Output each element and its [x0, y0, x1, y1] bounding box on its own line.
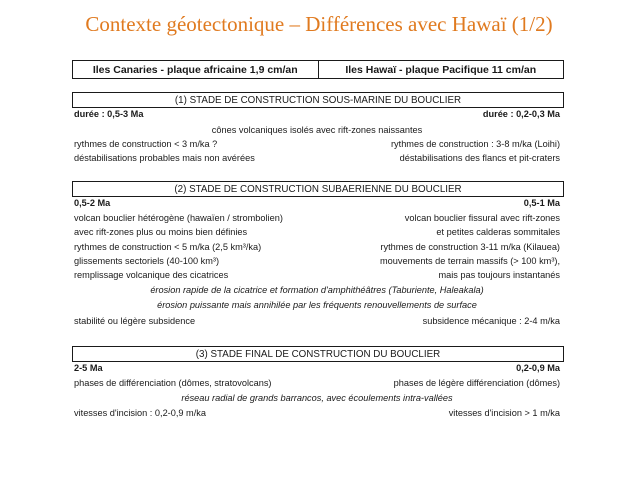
stage2-right-line-2: et petites calderas sommitales: [436, 227, 560, 237]
stage2-left-line-4: glissements sectoriels (40-100 km³): [74, 256, 220, 266]
stage2-left-line-6: stabilité ou légère subsidence: [74, 316, 196, 326]
stage2-left-duration: 0,5-2 Ma: [74, 198, 111, 208]
stage1-left-duration: durée : 0,5-3 Ma: [74, 109, 144, 119]
stage1-left-line-2: rythmes de construction < 3 m/ka ?: [74, 139, 218, 149]
header-canaries: Iles Canaries - plaque africaine 1,9 cm/an: [73, 61, 319, 78]
stage3-center-line: réseau radial de grands barrancos, avec écoulements intra-vallées: [181, 393, 453, 403]
stage1-title: (1) STADE DE CONSTRUCTION SOUS-MARINE DU BOUCLIER: [72, 92, 564, 108]
slide-title: Contexte géotectonique – Différences avec Hawaï (1/2): [85, 12, 553, 36]
stage2-right-line-4: mouvements de terrain massifs (> 100 km³),: [380, 256, 560, 266]
comparison-header: [72, 60, 564, 79]
stage3-right-line-2: vitesses d'incision > 1 m/ka: [448, 408, 560, 418]
stage2-left-line-3: rythmes de construction < 5 m/ka (2,5 km³/ka): [74, 242, 262, 252]
stage3-right-duration: 0,2-0,9 Ma: [516, 363, 560, 373]
stage1-right-line-2: rythmes de construction : 3-8 m/ka (Loihi): [390, 139, 560, 149]
stage2-left-line-2: avec rift-zones plus ou moins bien définies: [74, 227, 248, 237]
stage2-center-line-1: érosion rapide de la cicatrice et formation d'amphithéâtres (Taburiente, Haleakala): [150, 285, 484, 295]
stage3-left-line-2: vitesses d'incision : 0,2-0,9 m/ka: [74, 408, 206, 418]
stage1-right-duration: durée : 0,2-0,3 Ma: [482, 109, 560, 119]
stage2-right-line-6: subsidence mécanique : 2-4 m/ka: [422, 316, 560, 326]
stage3-left-line-1: phases de différenciation (dômes, stratovolcans): [74, 378, 272, 388]
stage3-right-line-1: phases de légère différenciation (dômes): [393, 378, 560, 388]
stage1-center-line: cônes volcaniques isolés avec rift-zones naissantes: [211, 125, 423, 135]
stage2-center-line-2: érosion puissante mais annihilée par les fréquents renouvellements de surface: [157, 300, 477, 310]
stage2-right-line-5: mais pas toujours instantanés: [438, 270, 560, 280]
stage2-left-line-1: volcan bouclier hétérogène (hawaïen / strombolien): [74, 213, 283, 223]
stage2-right-line-1: volcan bouclier fissural avec rift-zones: [404, 213, 560, 223]
stage2-left-line-5: remplissage volcanique des cicatrices: [74, 270, 229, 280]
stage1-right-line-3: déstabilisations des flancs et pit-craters: [399, 153, 560, 163]
stage2-right-line-3: rythmes de construction 3-11 m/ka (Kilauea): [380, 242, 560, 252]
stage3-left-duration: 2-5 Ma: [74, 363, 103, 373]
header-hawaii: Iles Hawaï - plaque Pacifique 11 cm/an: [345, 63, 537, 76]
stage3-title: (3) STADE FINAL DE CONSTRUCTION DU BOUCLIER: [72, 346, 564, 362]
stage1-left-line-3: déstabilisations probables mais non avérées: [74, 153, 255, 163]
stage2-right-duration: 0,5-1 Ma: [523, 198, 560, 208]
stage2-title: (2) STADE DE CONSTRUCTION SUBAERIENNE DU BOUCLIER: [72, 181, 564, 197]
